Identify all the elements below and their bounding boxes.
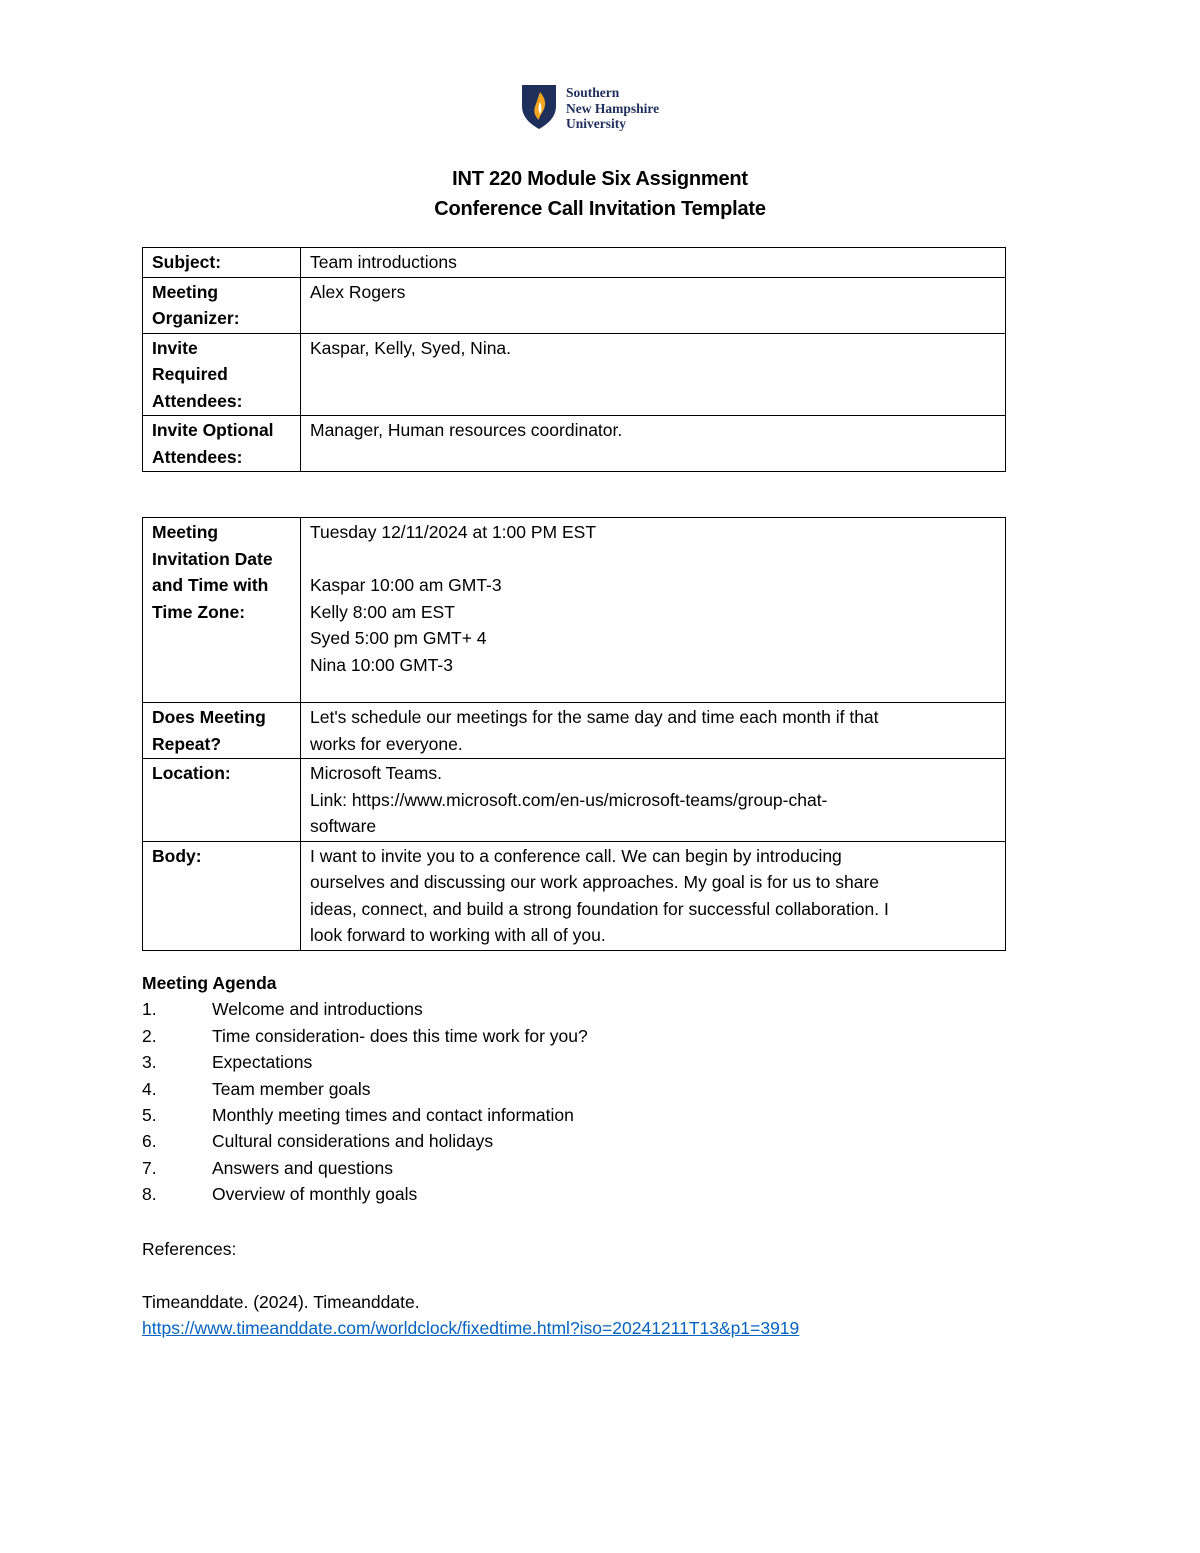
location-line-3: software [310, 816, 377, 836]
references-section [142, 1236, 799, 1342]
required-label-line-1: Invite [152, 337, 198, 358]
agenda-item-text: Team member goals [212, 1078, 371, 1099]
body-line: I want to invite you to a conference call. We can begin by introducing [310, 845, 842, 866]
location-line-2: Link: https://www.microsoft.com/en-us/microsoft-teams/group-chat- [310, 789, 828, 810]
subject-label: Subject: [143, 248, 301, 278]
agenda-item [142, 1049, 588, 1075]
agenda-item-text: Answers and questions [212, 1157, 393, 1178]
required-label-line-2: Required [152, 364, 228, 384]
datetime-value [301, 518, 1006, 703]
timezone-line: Kaspar 10:00 am GMT-3 [310, 575, 502, 595]
repeat-row [143, 703, 1006, 759]
meeting-agenda [142, 970, 588, 1208]
title-line-2: Conference Call Invitation Template [434, 198, 766, 220]
agenda-item-text: Monthly meeting times and contact information [212, 1105, 574, 1126]
location-line-1: Microsoft Teams. [310, 763, 442, 783]
agenda-item-text: Overview of monthly goals [212, 1184, 418, 1205]
agenda-item-number: 5. [142, 1105, 157, 1126]
agenda-item-text: Cultural considerations and holidays [212, 1131, 494, 1152]
location-label: Location: [143, 759, 301, 842]
datetime-main: Tuesday 12/11/2024 at 1:00 PM EST [310, 522, 597, 542]
agenda-item-number: 1. [142, 999, 157, 1020]
timezone-line: Syed 5:00 pm GMT+ 4 [310, 628, 487, 648]
body-line: ideas, connect, and build a strong foundation for successful collaboration. I [310, 898, 889, 919]
agenda-list [142, 996, 588, 1207]
subject-row [143, 248, 1006, 278]
invitation-table-1 [142, 247, 1006, 472]
datetime-label-line-3: and Time with [152, 575, 269, 595]
agenda-item [142, 1155, 588, 1181]
invitation-table-2 [142, 517, 1006, 951]
agenda-item-number: 7. [142, 1157, 157, 1178]
agenda-item [142, 996, 588, 1022]
optional-attendees-value: Manager, Human resources coordinator. [301, 416, 1006, 472]
body-value [301, 841, 1006, 950]
timezone-line: Kelly 8:00 am EST [310, 601, 455, 622]
organizer-label-line-1: Meeting [152, 281, 219, 302]
datetime-label-line-1: Meeting [152, 522, 219, 542]
body-line: look forward to working with all of you. [310, 925, 606, 945]
agenda-item [142, 1023, 588, 1049]
document-title [0, 164, 1200, 224]
agenda-item-text: Expectations [212, 1052, 313, 1073]
optional-attendees-row [143, 416, 1006, 472]
logo-line-1: Southern [566, 85, 620, 100]
body-row [143, 841, 1006, 950]
datetime-row [143, 518, 1006, 703]
timezone-line: Nina 10:00 GMT-3 [310, 654, 453, 675]
logo-line-3: University [566, 116, 626, 131]
organizer-label-line-2: Organizer: [152, 308, 240, 328]
agenda-item-text: Welcome and introductions [212, 999, 423, 1020]
location-row [143, 759, 1006, 842]
agenda-item [142, 1076, 588, 1102]
agenda-item-number: 4. [142, 1078, 157, 1099]
agenda-heading: Meeting Agenda [142, 973, 277, 993]
agenda-item-number: 6. [142, 1131, 157, 1152]
reference-link[interactable]: https://www.timeanddate.com/worldclock/fixedtime.html?iso=20241211T13&p1=3919 [142, 1318, 800, 1339]
shield-flame-icon [521, 84, 561, 130]
repeat-label-line-2: Repeat? [152, 733, 222, 754]
repeat-value-line-2: works for everyone. [310, 733, 463, 754]
required-label-line-3: Attendees: [152, 390, 243, 411]
snhu-logo [521, 84, 691, 134]
organizer-label [143, 277, 301, 333]
datetime-label [143, 518, 301, 703]
datetime-label-line-2: Invitation Date [152, 548, 273, 569]
agenda-item [142, 1181, 588, 1207]
optional-label-line-2: Attendees: [152, 446, 243, 467]
subject-value: Team introductions [301, 248, 1006, 278]
required-attendees-value: Kaspar, Kelly, Syed, Nina. [301, 333, 1006, 416]
organizer-value: Alex Rogers [301, 277, 1006, 333]
references-heading: References: [142, 1239, 237, 1259]
repeat-label [143, 703, 301, 759]
optional-label-line-1: Invite Optional [152, 420, 274, 440]
repeat-label-line-1: Does Meeting [152, 707, 266, 727]
body-label: Body: [143, 841, 301, 950]
location-value [301, 759, 1006, 842]
agenda-item-text: Time consideration- does this time work for you? [212, 1025, 588, 1046]
agenda-item [142, 1128, 588, 1154]
title-line-1: INT 220 Module Six Assignment [452, 168, 748, 190]
repeat-value [301, 703, 1006, 759]
logo-wordmark [566, 85, 659, 132]
optional-attendees-label [143, 416, 301, 472]
required-attendees-row [143, 333, 1006, 416]
agenda-item-number: 8. [142, 1184, 157, 1205]
organizer-row [143, 277, 1006, 333]
datetime-label-line-4: Time Zone: [152, 601, 246, 622]
reference-citation: Timeanddate. (2024). Timeanddate. [142, 1291, 420, 1312]
agenda-item-number: 2. [142, 1025, 157, 1046]
agenda-item-number: 3. [142, 1052, 157, 1073]
agenda-item [142, 1102, 588, 1128]
body-line: ourselves and discussing our work approaches. My goal is for us to share [310, 872, 880, 892]
repeat-value-line-1: Let's schedule our meetings for the same day and time each month if that [310, 707, 879, 727]
logo-line-2: New Hampshire [566, 100, 660, 116]
required-attendees-label [143, 333, 301, 416]
